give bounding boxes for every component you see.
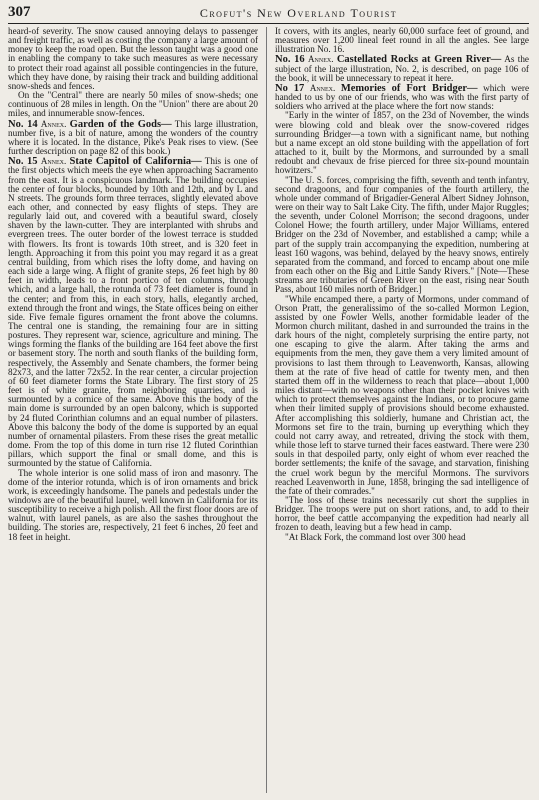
section-garden-of-the-gods — [8, 120, 258, 157]
page-number: 307 — [8, 4, 31, 20]
paragraph: "The U. S. forces, comprising the fifth, seventh and tenth infantry, second dragoons, and four companies of the fourth artillery, the whole under command of Brigadier-General Albert Sidney Johnson, were on their way to Salt Lake City. The fifth, under Major Ruggles; the seventh, under Colonel Morrison; the second dragoons, under Colonel Howe; the fourth artillery, under Major Williams, entered Bridger on the 23d of November, and established a camp; while a part of the supply train accompanying the expedition, numbering at least 160 wagons, was behind, delayed by the heavy snows, entirely separated from the command, and forced to encamp about one mile from each other on the Big and Little Sandy Rivers." [Note—These streams are tributaries of Green River on the east, rising near South Pass, about 160 miles north of Bridger.] — [275, 174, 529, 295]
annex-label: Annex. — [308, 54, 334, 65]
paragraph: "The loss of these trains necessarily cut short the supplies in Bridger. The troops were put on short rations, and, to add to their horror, the beef cattle accompanying the expedition had nearly all frozen to death, leaving but a few head in camp. — [275, 494, 529, 533]
section-number: No. 16 — [275, 54, 305, 66]
paragraph: It covers, with its angles, nearly 60,000 surface feet of ground, and measures over 1,200 lineal feet round in all the angles. See large illustration No. 16. — [275, 27, 529, 55]
paragraph: On the "Central" there are nearly 50 miles of snow-sheds; one continuous of 28 miles in length. On the "Union" there are about 20 miles, and innumerable snow-fences. — [8, 90, 258, 119]
annex-label: Annex. — [40, 118, 67, 129]
section-number: No 17 — [275, 82, 305, 94]
section-text: This is one of the first objects which meets the eye when approaching Sacramento from the east. It is a conspicuous landmark. The building occupies the center of four blocks, bounded by 10th and 12th, and by L and N streets. The grounds form three terraces, slightly elevated above each other, and connected by easy flights of steps. They are regularly laid out, and covered with a beautiful sward, closely shaven by the lawn-cutter. They are interplanted with shrubs and evergreen trees. The outer border of the lowest terrace is studded with flowers. Its front is towards 10th street, and is 320 feet in length. Approaching it from this point you may regard it as a great central building, from which rises the lofty dome, and having on each side a large wing. A flight of granite steps, 26 feet high by 80 feet in width, leads to a front portico of ten columns, through which, and a large hall, the rotunda of 73 feet diameter is found in the center; and from this, in each story, halls, elegantly arched, extend through the front and wings, the State offices being on either side. Five female figures ornament the front above the columns. The central one is standing, the remaining four are in sitting postures. They represent war, science, agriculture and mining. The wings forming the flanks of the building are 164 feet above the first or basement story. The north and south flanks of the building form, respectively, the Assembly and Senate chambers, the former being 82x73, and the latter 72x52. In the rear center, a circular projection of 60 feet diameter forms the State Library. The first story of 25 feet is of white granite, from neighboring quarries, and is surmounted by a cornice of the same. Above this the body of the main dome is surrounded by an open balcony, which is supported by 24 fluted Corinthian columns and an equal number of pilasters. Above this balcony the body of the dome is supported by an equal number of ornamental pilasters. From these rises the great metallic dome. From the top of this dome in turn rise 12 fluted Corinthian pillars, which support the final or small dome, and this is surmounted by the statue of California. — [8, 156, 258, 469]
annex-label: Annex. — [40, 156, 67, 167]
section-number: No. 15 — [8, 156, 38, 168]
section-title: Memories of Fort Bridger— — [340, 82, 478, 94]
right-column — [275, 27, 529, 795]
section-title: State Capitol of California— — [69, 156, 202, 168]
annex-label: Annex. — [309, 82, 336, 93]
paragraph: "At Black Fork, the command lost over 300 head — [285, 531, 466, 542]
section-title: Castellated Rocks at Green River— — [336, 54, 502, 66]
paragraph: heard-of severity. The snow caused annoying delays to passenger and freight traffic, as well as costing the company a large amount of money to keep the road open. But the lesson taught was a good one in enabling the company to take such measures as were necessary to protect their road against all possible contingencies in the future, which they have done, by raising their track and building additional snow-sheds and fences. — [8, 27, 258, 91]
section-castellated-rocks — [275, 55, 529, 82]
section-title: Garden of the Gods— — [69, 118, 172, 130]
section-text: This large illustration, number five, is a bit of nature, among the wonders of the country where it is located. In the distance, Pike's Peak rises to view. (See further description on page 82 of this book.) — [8, 118, 258, 157]
section-fort-bridger — [275, 84, 529, 111]
section-text: which were handed to us by one of our friends, who was with the first party of soldiers who arrived at the place where the fort now stands: — [275, 82, 529, 112]
section-state-capitol — [8, 157, 258, 468]
section-text: As the subject of the large illustration, No. 2, is described, on page 106 of the book, it will be unnecessary to repeat it here. — [275, 54, 529, 83]
section-number: No. 14 — [8, 118, 38, 130]
column-divider — [266, 27, 267, 793]
paragraph: "Early in the winter of 1857, on the 23d of November, the winds were blowing cold and bleak over the snow-covered ridges surrounding Bridger—a town with a significant name, but nothing but a name except an old stone building with the appellation of fort attached to it, built by the Mormons, and surrounded by a small redoubt and chevaux de frise pierced for three six-pound mountain howitzers." — [275, 110, 529, 176]
left-column — [8, 27, 258, 795]
paragraph: The whole interior is one solid mass of iron and masonry. The dome of the interior rotunda, which is of iron ornaments and brick work, is exceedingly handsome. The panels and pedestals under the windows are of the beautiful laurel, well known in California for its susceptibility to receive a high polish. All the first floor doors are of walnut, with laurel panels, as are also the sashes throughout the building. The stories are, respectively, 21 feet 6 inches, 20 feet and 18 feet in height. — [8, 467, 258, 542]
running-title: Crofut's New Overland Tourist — [199, 6, 398, 20]
paragraph: "While encamped there, a party of Mormons, under command of Orson Pratt, the generalissimo of the so-called Mormon Legion, assisted by one Fowler Wells, another formidable leader of the Mormon church militant, dashed in and surrounded the trains in the dark hours of the night, completely surprising the entire party, not one escaping to give the alarm. After taking the arms and equipments from the men, they gave them a very limited amount of provisions to last them through to Leavenworth, Kansas, allowing them at the rate of five head of cattle for twenty men, and then started them off in the wilderness to reach that place—about 1,000 miles distant—with no weapons other than their pocket knives with which to protect themselves against the Indians, or to procure game when their limited supply of provisions should become exhausted. After accomplishing this soldierly, humane and Christian act, the Mormons set fire to the train, burning up everything which they could not carry away, and retreated, driving the stock with them, while those left to starve turned their faces eastward. There were 230 souls in that despoiled party, only eight of whom ever reached the border settlements; the knife of the savage, and starvation, finishing the cruel work begun by the merciful Mormons. The survivors reached Leavenworth in June, 1858, bringing the sad intelligence of the fate of their comrades." — [275, 293, 529, 496]
header-rule — [8, 23, 529, 24]
